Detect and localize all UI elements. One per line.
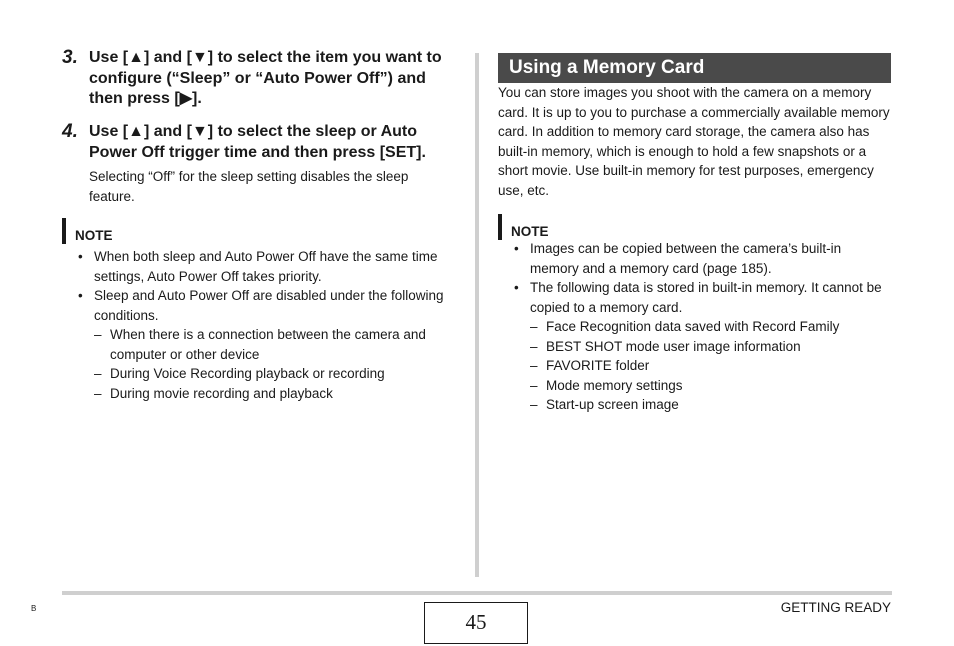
sub-list-item (62, 325, 457, 364)
step-4 (62, 122, 457, 207)
step-explanation: Selecting “Off” for the sleep setting disables the sleep feature. (89, 169, 409, 204)
list-item (498, 278, 891, 317)
dash-icon: – (530, 358, 538, 373)
list-item-text: Images can be copied between the camera’s built-in memory and a memory card (page 185). (530, 241, 842, 276)
dash-icon: – (530, 338, 538, 354)
footer-corner-mark: B (31, 604, 37, 613)
sub-list-item-text: During movie recording and playback (110, 385, 333, 401)
dash-icon: – (94, 327, 102, 342)
step-instruction: Use [▲] and [▼] to select the sleep or Auto Power Off trigger time and then press [SET]. (89, 123, 426, 161)
dash-icon: – (530, 319, 538, 334)
step-instruction: Use [▲] and [▼] to select the item you want to configure (“Sleep” or “Auto Power Off”) and then press [▶]. (89, 49, 442, 107)
step-number: 3. (62, 47, 78, 68)
dash-icon: – (530, 397, 538, 412)
note-heading: NOTE (75, 228, 113, 243)
list-item (62, 286, 457, 325)
sub-list-item-text: Mode memory settings (546, 377, 683, 393)
dash-icon: – (94, 366, 102, 381)
sub-list-item-text: Start-up screen image (546, 397, 679, 412)
page-number: 45 (424, 602, 528, 644)
sub-list-item (62, 384, 457, 404)
note-bar-icon (62, 218, 66, 244)
sub-list-item (62, 364, 457, 384)
list-item-text: The following data is stored in built-in memory. It cannot be copied to a memory card. (530, 280, 882, 315)
sub-list-item-text: BEST SHOT mode user image information (546, 338, 801, 354)
bullet-icon: • (514, 280, 519, 295)
note-bar-icon (498, 214, 502, 240)
sub-list-item (498, 317, 891, 337)
section-title: Using a Memory Card (498, 53, 891, 83)
footer-section-label: GETTING READY (780, 600, 891, 615)
sub-list-item (498, 337, 891, 357)
sub-list-item-text: During Voice Recording playback or recording (110, 366, 385, 381)
sub-list-item-text: Face Recognition data saved with Record Family (546, 319, 840, 334)
note-list (498, 239, 891, 415)
list-item-text: Sleep and Auto Power Off are disabled under the following conditions. (94, 288, 444, 323)
dash-icon: – (94, 385, 102, 401)
list-item-text: When both sleep and Auto Power Off have the same time settings, Auto Power Off takes priority. (94, 249, 438, 284)
note-list (62, 247, 457, 403)
sub-list-item-text: FAVORITE folder (546, 358, 650, 373)
note-heading: NOTE (511, 224, 549, 239)
body-paragraph: You can store images you shoot with the camera on a memory card. It is up to you to purchase a commercially available memory card. In addition to memory card storage, the camera also has built-in memory, which is enough to hold a few snapshots or a short movie. Use built-in memory for test purposes, emergency use, etc. (498, 85, 890, 198)
list-item (62, 247, 457, 286)
bullet-icon: • (78, 288, 83, 303)
sub-list-item (498, 356, 891, 376)
sub-list-item (498, 395, 891, 415)
footer-rule (62, 591, 892, 595)
dash-icon: – (530, 377, 538, 393)
sub-list-item-text: When there is a connection between the camera and computer or other device (110, 327, 426, 362)
list-item (498, 239, 891, 278)
bullet-icon: • (78, 249, 83, 264)
column-divider (475, 53, 479, 577)
sub-list-item (498, 376, 891, 396)
step-number: 4. (62, 121, 78, 142)
step-3 (62, 48, 457, 110)
bullet-icon: • (514, 241, 519, 256)
